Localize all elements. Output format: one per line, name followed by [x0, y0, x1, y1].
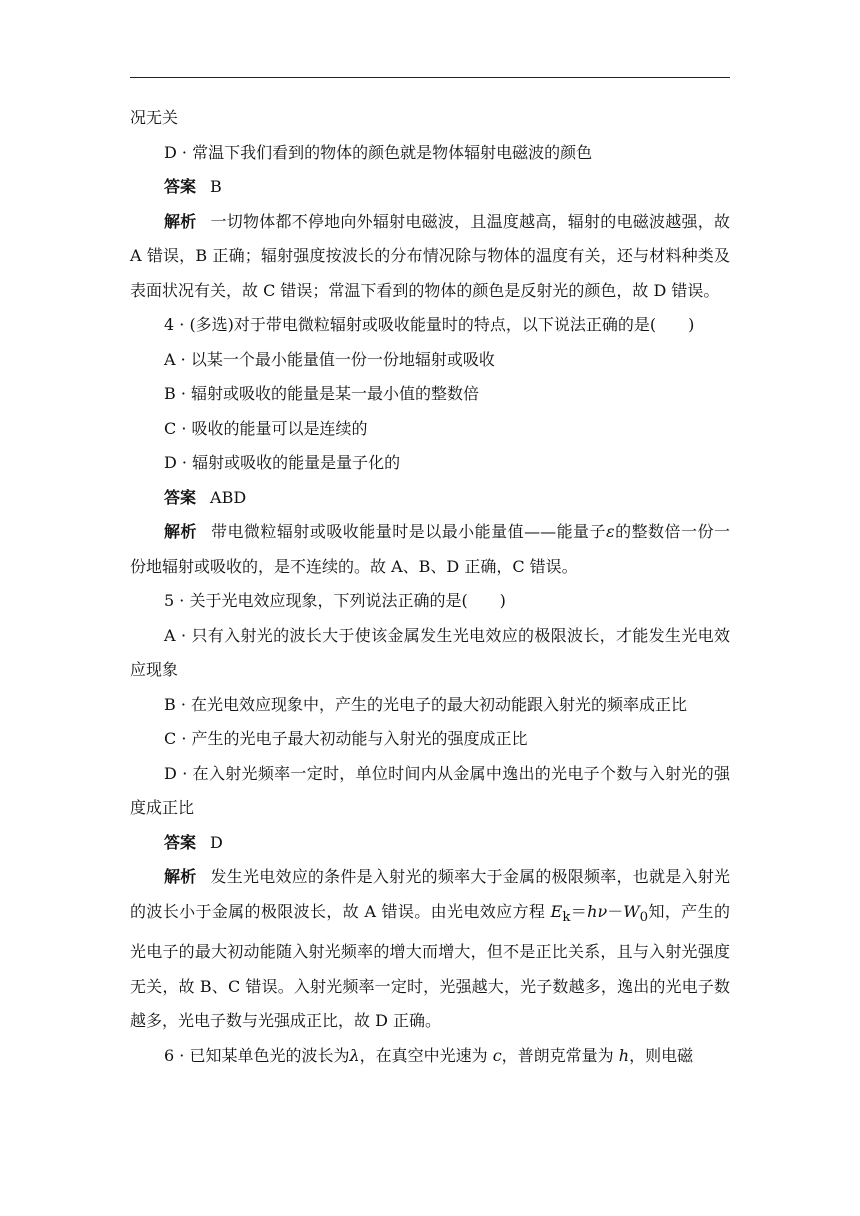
fragment-line: 况无关	[130, 108, 179, 127]
q5-option-c: C · 产生的光电子最大初动能与入射光的强度成正比	[164, 729, 528, 748]
analysis-text: 知，产生的光电子的最大初动能随入射光频率的增大而增大，但不是正比关系，且与入射光强度无关，故 B、C 错误。入射光频率一定时，光强越大，光子数越多，逸出的光电子数越多，光电子数与光强成正比，故 D 正确。	[130, 901, 730, 1031]
q5-stem: 5 · 关于光电效应现象，下列说法正确的是( )	[164, 591, 506, 610]
q5-option-d: D · 在入射光频率一定时，单位时间内从金属中逸出的光电子个数与入射光的强度成正比	[130, 763, 730, 817]
analysis-label: 解析	[164, 522, 197, 541]
answer-label: 答案	[164, 487, 197, 507]
analysis-text: 一切物体都不停地向外辐射电磁波，且温度越高，辐射的电磁波越强，故 A 错误，B 正确；辐射强度按波长的分布情况除与物体的温度有关，还与材料种类及表面状况有关，故 C 错误；常温下看到的物体的颜色是反射光的颜色，故 D 错误。	[130, 211, 730, 300]
lambda-symbol: λ	[349, 1045, 360, 1065]
analysis-label: 解析	[164, 211, 197, 231]
header-rule	[130, 77, 730, 78]
h-symbol: h	[618, 1045, 630, 1065]
analysis-label: 解析	[164, 867, 197, 886]
q4-option-d: D · 辐射或吸收的能量是量子化的	[164, 453, 401, 472]
answer-label: 答案	[164, 177, 197, 196]
answer-label: 答案	[164, 832, 197, 852]
q4-option-a: A · 以某一个最小能量值一份一份地辐射或吸收	[164, 349, 495, 369]
q5-analysis	[130, 860, 730, 1039]
answer-value: B	[210, 177, 222, 196]
q4-answer	[130, 481, 730, 516]
q3-option-d: D · 常温下我们看到的物体的颜色就是物体辐射电磁波的颜色	[164, 142, 593, 162]
page-content	[130, 101, 730, 1073]
analysis-text: 的整数倍一份一份地辐射或吸收的，是不连续的。故 A、B、D 正确，C 错误。	[130, 522, 730, 576]
answer-value: ABD	[210, 487, 247, 507]
q4-option-c: C · 吸收的能量可以是连续的	[164, 418, 368, 438]
analysis-text: 带电微粒辐射或吸收能量时是以最小能量值——能量子	[210, 522, 607, 541]
c-symbol: c	[492, 1045, 502, 1065]
q6-stem: 6 · 已知某单色光的波长为λ，在真空中光速为 c，普朗克常量为 h，则电磁	[164, 1045, 694, 1065]
q5-option-a: A · 只有入射光的波长大于使该金属发生光电效应的极限波长，才能发生光电效应现象	[130, 625, 730, 679]
q5-answer	[130, 826, 730, 861]
q4-stem: 4 · (多选)对于带电微粒辐射或吸收能量时的特点，以下说法正确的是( )	[164, 315, 695, 334]
q5-option-b: B · 在光电效应现象中，产生的光电子的最大初动能跟入射光的频率成正比	[164, 694, 688, 714]
q4-analysis	[130, 515, 730, 584]
photoelectric-formula: $E_k=h\nu-W_0$	[550, 901, 649, 925]
q3-answer	[130, 170, 730, 205]
q4-option-b: B · 辐射或吸收的能量是某一最小值的整数倍	[164, 384, 480, 403]
epsilon-symbol: ε	[606, 522, 615, 541]
answer-value: D	[210, 832, 223, 852]
q3-analysis	[130, 205, 730, 309]
analysis-text: 发生光电效应的条件是入射光的频率大于金属的极限频率，也就是入射光的波长小于金属的极限波长，故 A 错误。由光电效应方程	[130, 867, 730, 921]
